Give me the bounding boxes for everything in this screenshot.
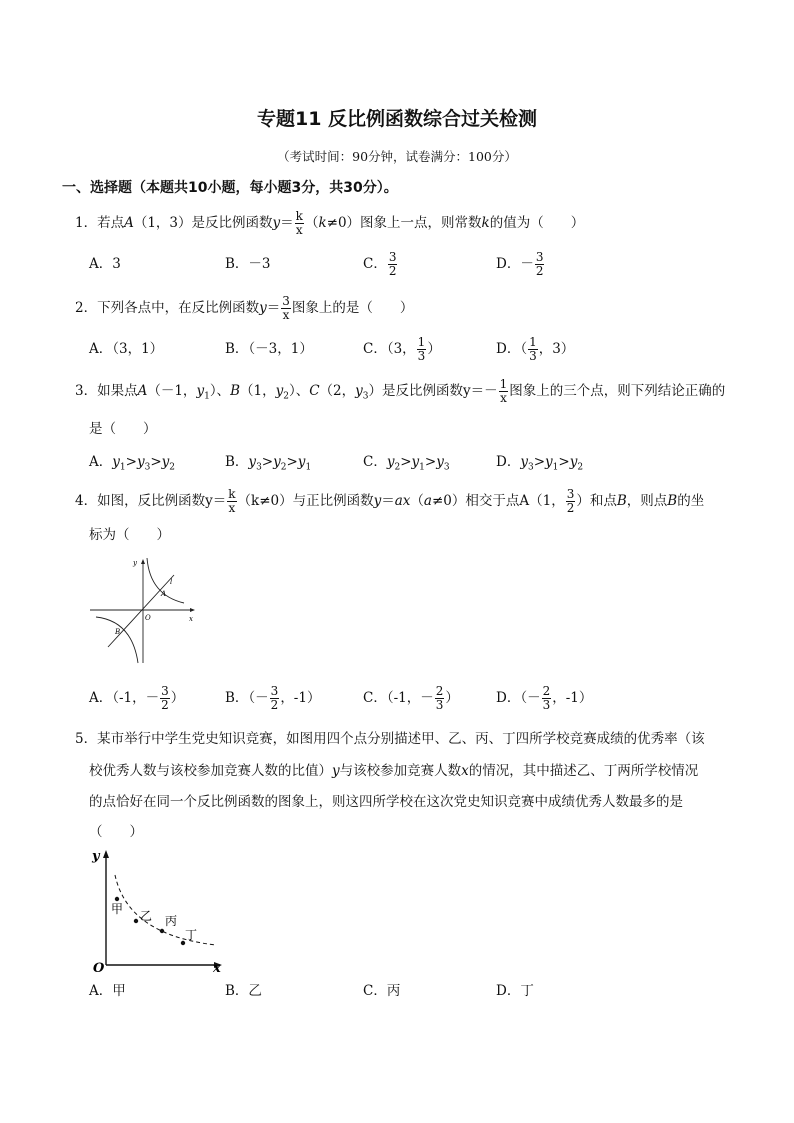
option-4c: C．（-1，－ $\frac{2}{3}$ ） (363, 684, 459, 712)
option-1c: C． $\frac{3}{2}$ (363, 250, 397, 278)
option-2b: B．（－3，1） (225, 341, 313, 357)
label-origin: O (145, 614, 151, 622)
exam-info: （考试时间：90分钟，试卷满分：100分） (277, 149, 517, 164)
option-3b: B．$y_3>y_2>y_1$ (225, 454, 312, 473)
label-jia: 甲 (111, 902, 124, 916)
question-5-line2: 校优秀人数与该校参加竞赛人数的比值）y与该校参加竞赛人数x的情况，其中描述乙、丁两所学校情况 (89, 763, 699, 779)
question-4: 4．如图，反比例函数y＝ $\frac{k}{x}$ （k≠0）与正比例函数y＝ax（a≠0）相交于点A（1， $\frac{3}{2}$ ）和点B，则点B的坐 (75, 487, 705, 515)
option-5c: C．丙 (363, 983, 401, 999)
option-1a: A．3 (89, 256, 121, 272)
fraction-1-over-x: $\frac{1}{x}$ (499, 377, 508, 405)
option-5a: A．甲 (89, 983, 126, 999)
option-5d: D．丁 (496, 983, 534, 999)
question-3: 3．如果点A（－1，$y_1$）、B（1，$y_2$）、C（2，$y_3$）是反比例函数y＝－ $\frac{1}{x}$ 图象上的三个点，则下列结论正确的 (75, 377, 726, 405)
option-5b: B．乙 (225, 983, 262, 999)
question-1: 1．若点A（1，3）是反比例函数y＝ $\frac{k}{x}$ （k≠0）图象上一点，则常数k的值为（ ） (75, 209, 585, 237)
label-y: y (92, 849, 100, 864)
option-2c: C．（3， $\frac{1}{3}$ ） (363, 335, 441, 363)
hyperbola-branch-2 (96, 617, 138, 663)
option-3d: D．$y_3>y_1>y_2$ (496, 454, 584, 473)
label-bing: 丙 (165, 914, 178, 928)
option-2a: A．（3，1） (89, 341, 164, 357)
figure-q5-graph (88, 845, 228, 975)
label-x: x (189, 615, 193, 623)
point-jia (115, 897, 119, 901)
option-4d: D．（－ $\frac{2}{3}$ ，-1） (496, 684, 593, 712)
line-l (108, 575, 174, 647)
section-heading: 一、选择题（本题共10小题，每小题3分，共30分）。 (62, 180, 398, 196)
fraction-k-over-x: $\frac{k}{x}$ (295, 209, 303, 237)
point-bing (160, 929, 164, 933)
option-3a: A．$y_1>y_3>y_2$ (89, 454, 175, 473)
label-origin: O (93, 961, 105, 975)
label-yi: 乙 (140, 909, 153, 923)
question-5-line4: （ ） (89, 824, 143, 840)
label-y: y (133, 559, 137, 567)
option-4a: A．（-1，－ $\frac{3}{2}$ ） (89, 684, 185, 712)
label-ding: 丁 (185, 928, 198, 942)
question-5: 5．某市举行中学生党史知识竞赛，如图用四个点分别描述甲、乙、丙、丁四所学校竞赛成绩的优秀率（该 (75, 731, 705, 747)
inverse-curve-dashed (115, 875, 216, 945)
label-A: A (161, 590, 167, 598)
option-1b: B．－3 (225, 256, 271, 272)
option-4b: B．（－ $\frac{3}{2}$ ，-1） (225, 684, 321, 712)
question-4-cont: 标为（ ） (89, 527, 170, 543)
question-5-line3: 的点恰好在同一个反比例函数的图象上，则这四所学校在这次党史知识竞赛中成绩优秀人数最多的是 (89, 794, 683, 810)
label-l: l (170, 578, 173, 586)
label-x: x (213, 961, 221, 975)
option-2d: D．（ $\frac{1}{3}$ ，3） (496, 335, 575, 363)
question-3-cont: 是（ ） (89, 421, 157, 437)
option-3c: C．$y_2>y_1>y_3$ (363, 454, 450, 473)
label-B: B (115, 628, 121, 636)
point-yi (134, 919, 138, 923)
fraction-3-over-x: $\frac{3}{x}$ (282, 294, 290, 322)
page-title: 专题11 反比例函数综合过关检测 (256, 108, 538, 130)
figure-q4-graph (88, 555, 200, 667)
question-2: 2．下列各点中，在反比例函数y＝ $\frac{3}{x}$ 图象上的是（ ） (75, 294, 414, 322)
option-1d: D．－ $\frac{3}{2}$ (496, 250, 544, 278)
